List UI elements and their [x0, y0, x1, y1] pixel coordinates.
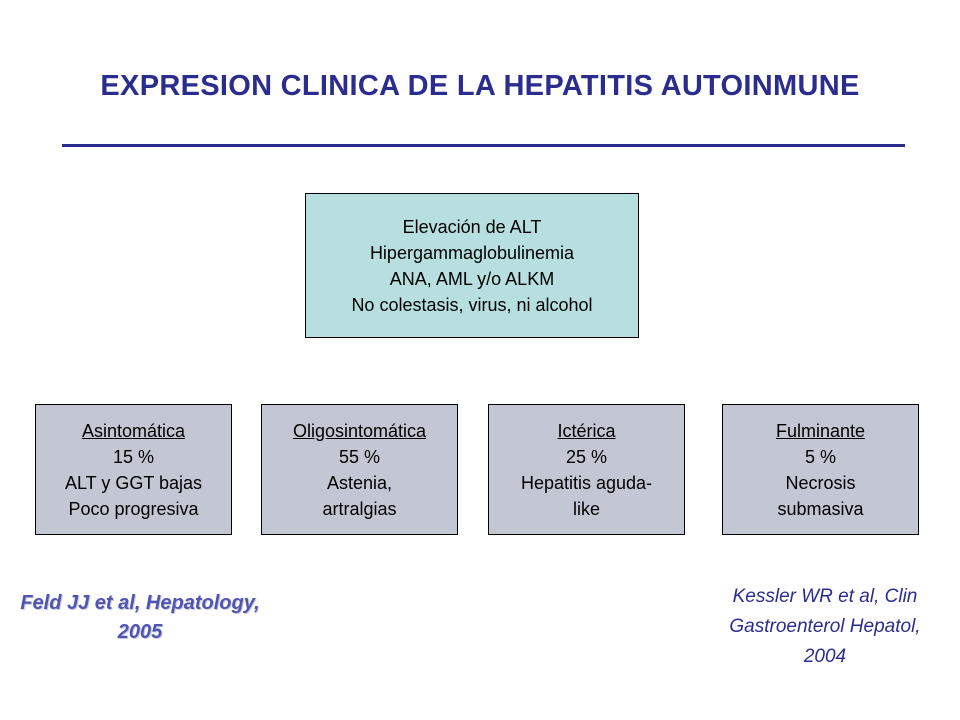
- category-percent: 15 %: [112, 446, 155, 467]
- category-line: Necrosis: [785, 472, 856, 493]
- category-line: Hepatitis aguda-: [520, 472, 653, 493]
- category-line: like: [572, 498, 600, 519]
- category-name: Fulminante: [775, 420, 866, 441]
- category-percent: 55 %: [338, 446, 381, 467]
- category-name: Oligosintomática: [292, 420, 427, 441]
- category-line: Poco progresiva: [68, 498, 199, 519]
- category-percent: 5 %: [804, 446, 837, 467]
- category-box-fulminante: [722, 404, 919, 535]
- category-line: ALT y GGT bajas: [64, 472, 203, 493]
- category-line: Astenia,: [326, 472, 393, 493]
- reference-kessler: [690, 582, 960, 672]
- reference-line: Gastroenterol Hepatol,: [729, 616, 921, 637]
- criteria-line: Hipergammaglobulinemia: [369, 242, 575, 263]
- criteria-line: Elevación de ALT: [402, 216, 542, 237]
- criteria-box: [305, 193, 639, 338]
- criteria-line: ANA, AML y/o ALKM: [389, 268, 555, 289]
- category-name: Ictérica: [557, 420, 616, 441]
- category-percent: 25 %: [565, 446, 608, 467]
- category-box-oligosintomatica: [261, 404, 458, 535]
- reference-line: 2004: [803, 646, 847, 667]
- category-line: artralgias: [322, 498, 397, 519]
- category-box-icterica: [488, 404, 685, 535]
- reference-feld: [0, 589, 280, 647]
- title-underline: [62, 144, 905, 147]
- category-line: submasiva: [777, 498, 864, 519]
- reference-line: 2005: [117, 621, 163, 643]
- category-box-asintomatica: [35, 404, 232, 535]
- slide-title: EXPRESION CLINICA DE LA HEPATITIS AUTOINMUNE: [100, 70, 860, 102]
- reference-line: Kessler WR et al, Clin: [732, 586, 918, 607]
- reference-line: Feld JJ et al, Hepatology,: [20, 592, 260, 614]
- criteria-line: No colestasis, virus, ni alcohol: [351, 294, 593, 315]
- category-name: Asintomática: [81, 420, 186, 441]
